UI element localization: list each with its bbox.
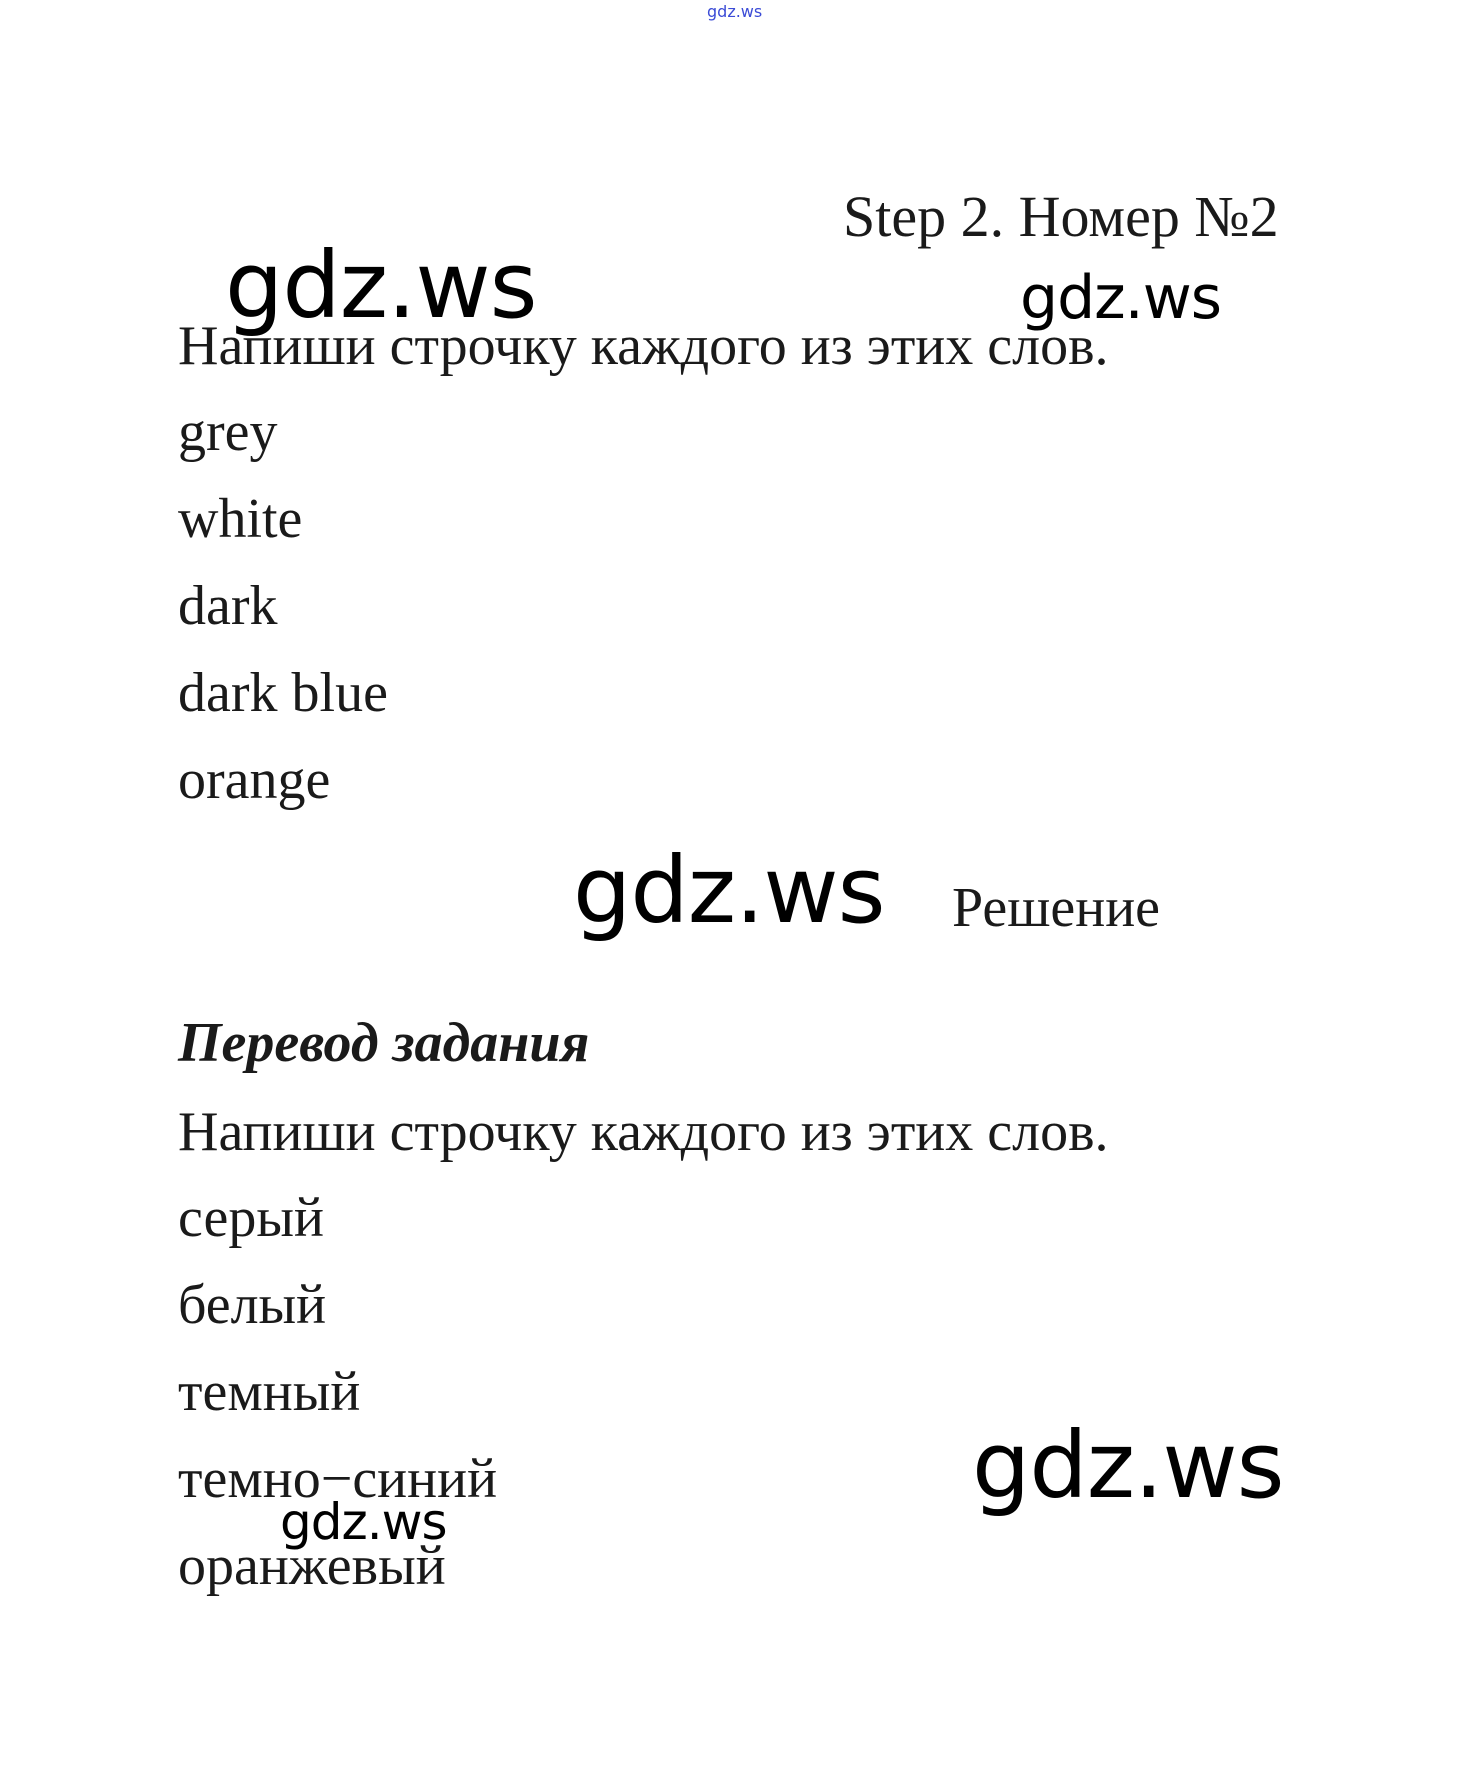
translated-word-item: темно−синий bbox=[178, 1448, 498, 1510]
top-watermark: gdz.ws bbox=[707, 2, 763, 21]
word-item: orange bbox=[178, 749, 331, 811]
watermark-center: gdz.ws bbox=[573, 837, 885, 944]
page-title: Step 2. Номер №2 bbox=[843, 184, 1279, 249]
translated-word-item: белый bbox=[178, 1274, 327, 1336]
translated-word-item: оранжевый bbox=[178, 1535, 446, 1597]
word-item: white bbox=[178, 488, 303, 550]
watermark-large-top-left: gdz.ws bbox=[225, 232, 537, 339]
translated-word-item: темный bbox=[178, 1361, 361, 1423]
word-item: grey bbox=[178, 401, 278, 463]
watermark-bottom-right: gdz.ws bbox=[972, 1412, 1284, 1519]
translated-word-item: серый bbox=[178, 1187, 324, 1249]
translation-instruction: Напиши строчку каждого из этих слов. bbox=[178, 1101, 1109, 1163]
translation-heading: Перевод задания bbox=[178, 1012, 590, 1074]
watermark-top-right: gdz.ws bbox=[1020, 263, 1222, 333]
task-instruction: Напиши строчку каждого из этих слов. bbox=[178, 315, 1109, 377]
watermark-small-bottom-left: gdz.ws bbox=[280, 1493, 447, 1551]
word-item: dark blue bbox=[178, 662, 388, 724]
solution-label: Решение bbox=[952, 877, 1161, 939]
word-item: dark bbox=[178, 575, 278, 637]
